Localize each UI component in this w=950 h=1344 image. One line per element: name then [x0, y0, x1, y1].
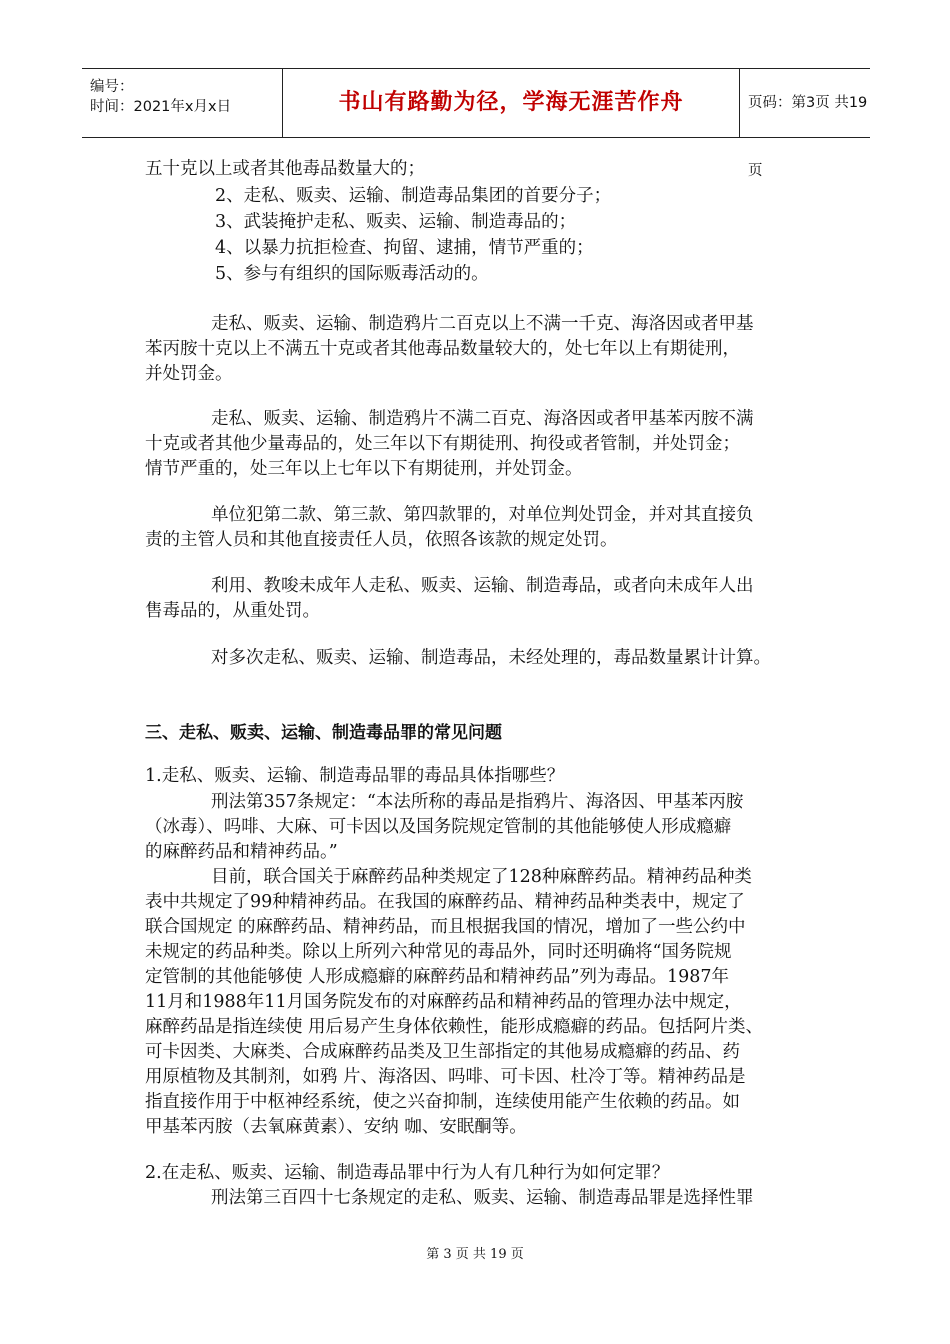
text-line: （冰毒）、吗啡、大麻、可卡因以及国务院规定管制的其他能够使人形成瘾癖	[145, 817, 732, 837]
text-line: 苯丙胺十克以上不满五十克或者其他毒品数量较大的，处七年以上有期徒刑，	[145, 339, 740, 359]
text-line: 未规定的药品种类。除以上所列六种常见的毒品外，同时还明确将“国务院规	[145, 942, 732, 962]
list-item: 4、以暴力抗拒检查、拘留、逮捕，情节严重的；	[215, 238, 594, 258]
text-line: 五十克以上或者其他毒品数量大的；	[145, 159, 425, 179]
text-line: 可卡因类、大麻类、合成麻醉药品类及卫生部指定的其他易成瘾癖的药品、药	[145, 1042, 740, 1062]
text-line: 麻醉药品是指连续使 用后易产生身体依赖性，能形成瘾癖的药品。包括阿片类、	[145, 1017, 764, 1037]
text-line: 指直接作用于中枢神经系统，使之兴奋抑制，连续使用能产生依赖的药品。如	[145, 1092, 740, 1112]
date-line: 时间：2021年x月x日	[90, 99, 232, 115]
list-item: 3、武装掩护走私、贩卖、运输、制造毒品的；	[215, 212, 577, 232]
header-motto: 书山有路勤为径，学海无涯苦作舟	[283, 69, 740, 137]
text-line: 对多次走私、贩卖、运输、制造毒品，未经处理的，毒品数量累计计算。	[211, 648, 771, 668]
text-line: 并处罚金。	[145, 364, 233, 384]
text-line: 11月和1988年11月国务院发布的对麻醉药品和精神药品的管理办法中规定，	[145, 992, 742, 1012]
text-line: 定管制的其他能够使 人形成瘾癖的麻醉药品和精神药品”列为毒品。1987年	[145, 967, 730, 987]
text-line: 走私、贩卖、运输、制造鸦片不满二百克、海洛因或者甲基苯丙胺不满	[211, 409, 754, 429]
text-line: 走私、贩卖、运输、制造鸦片二百克以上不满一千克、海洛因或者甲基	[211, 314, 754, 334]
list-item: 2、走私、贩卖、运输、制造毒品集团的首要分子；	[215, 186, 612, 206]
text-line: 十克或者其他少量毒品的，处三年以下有期徒刑、拘役或者管制，并处罚金；	[145, 434, 740, 454]
text-line: 售毒品的，从重处罚。	[145, 601, 320, 621]
header-page-info: 页码：第3页 共19页	[748, 95, 868, 179]
question-heading: 1.走私、贩卖、运输、制造毒品罪的毒品具体指哪些？	[145, 766, 565, 786]
text-line: 责的主管人员和其他直接责任人员，依照各该款的规定处罚。	[145, 530, 618, 550]
list-item: 5、参与有组织的国际贩毒活动的。	[215, 264, 489, 284]
header-meta-cell	[82, 69, 283, 137]
text-line: 表中共规定了99种精神药品。在我国的麻醉药品、精神药品种类表中，规定了	[145, 892, 745, 912]
serial-label: 编号：	[90, 79, 134, 95]
text-line: 甲基苯丙胺（去氧麻黄素）、安纳 咖、安眠酮等。	[145, 1117, 527, 1137]
text-line: 的麻醉药品和精神药品。”	[145, 842, 338, 862]
text-line: 联合国规定 的麻醉药品、精神药品，而且根据我国的情况，增加了一些公约中	[145, 917, 746, 937]
page-footer: 第 3 页 共 19 页	[426, 1247, 524, 1262]
text-line: 目前，联合国关于麻醉药品种类规定了128种麻醉药品。精神药品种类	[211, 867, 752, 887]
text-line: 情节严重的，处三年以上七年以下有期徒刑，并处罚金。	[145, 459, 583, 479]
text-line: 刑法第357条规定：“本法所称的毒品是指鸦片、海洛因、甲基苯丙胺	[211, 792, 744, 812]
text-line: 刑法第三百四十七条规定的走私、贩卖、运输、制造毒品罪是选择性罪	[211, 1188, 754, 1208]
text-line: 利用、教唆未成年人走私、贩卖、运输、制造毒品，或者向未成年人出	[211, 576, 754, 596]
question-heading: 2.在走私、贩卖、运输、制造毒品罪中行为人有几种行为如何定罪？	[145, 1163, 670, 1183]
text-line: 用原植物及其制剂，如鸦 片、海洛因、吗啡、可卡因、杜冷丁等。精神药品是	[145, 1067, 746, 1087]
text-line: 单位犯第二款、第三款、第四款罪的，对单位判处罚金，并对其直接负	[211, 505, 754, 525]
section-heading: 三、走私、贩卖、运输、制造毒品罪的常见问题	[145, 723, 502, 743]
